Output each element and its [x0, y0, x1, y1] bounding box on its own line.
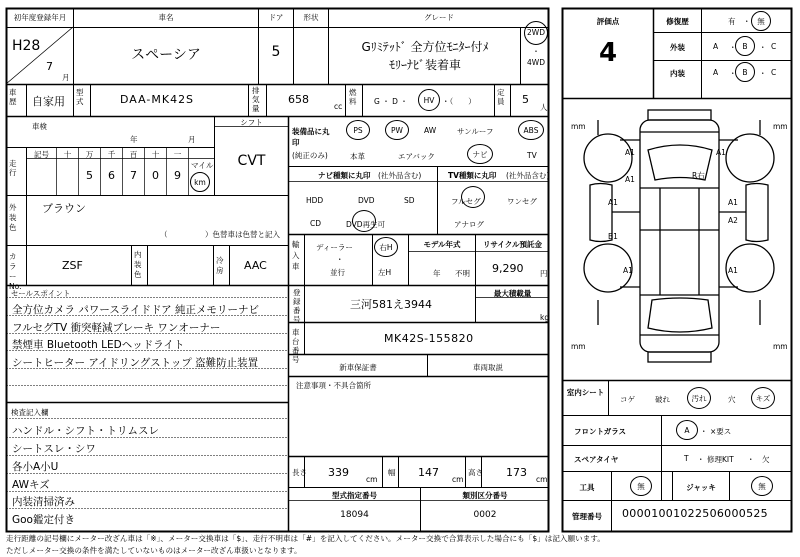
capacity-value: 5 — [522, 93, 529, 106]
interior-grade-c: C — [771, 68, 777, 77]
mileage-digit-1: 5 — [86, 169, 93, 182]
inspector-line-0: ハンドル・シフト・トリムスレ — [12, 425, 159, 437]
tv-oneseg: ワンセグ — [507, 197, 537, 206]
digit-header-1: 万 — [85, 150, 94, 159]
max-load-label: 最大積載量 — [493, 289, 532, 298]
digit-header-5: 一 — [173, 150, 182, 159]
mileage-digit-4: 0 — [152, 169, 159, 182]
type-no-label: 型式指定番号 — [332, 491, 377, 500]
navi-dvd-play: DVD再生可 — [346, 220, 386, 229]
room-yabure: 破れ — [655, 395, 670, 404]
room-yogore: 汚れ — [687, 387, 711, 409]
interior-label: 内装 — [670, 69, 685, 78]
shaken-label: 車検 — [32, 122, 47, 131]
shift-label: シフト — [240, 118, 263, 127]
equip-navi: ナビ — [467, 144, 493, 164]
fuel-label: 燃料 — [349, 88, 357, 106]
use-value: 自家用 — [32, 95, 65, 108]
diagram-mm-2: mm — [773, 122, 788, 131]
inspector-label: 検査記入欄 — [11, 408, 49, 417]
jack-label: ジャッキ — [686, 483, 716, 492]
drive-2wd: 2WD — [524, 21, 548, 45]
shaken-month-unit: 月 — [188, 135, 196, 144]
shape-label: 形状 — [303, 13, 319, 22]
model-year-unit: 年 — [433, 269, 441, 278]
length-unit: cm — [366, 475, 378, 484]
mileage-digit-2: 6 — [108, 169, 115, 182]
first-reg-label: 初年度登録年月 — [13, 13, 67, 22]
spare-tire-label: スペアタイヤ — [574, 455, 619, 464]
diagram-mark-1: A1 — [716, 148, 726, 157]
diagram-right-label: R右 — [692, 171, 705, 180]
navi-sd: SD — [404, 196, 415, 205]
mgmt-label: 管理番号 — [572, 512, 602, 521]
height-value: 173 — [506, 466, 527, 479]
navi-dvd: DVD — [358, 196, 375, 205]
equipment-label: 装備品に丸印 — [292, 127, 330, 147]
diagram-mm-1: mm — [571, 122, 586, 131]
registration-value: 三河581え3944 — [350, 298, 432, 311]
diagram-mark-0: A1 — [625, 148, 635, 157]
score-value: 4 — [598, 38, 618, 68]
room-ana: 穴 — [728, 395, 736, 404]
class-no-value: 0002 — [473, 510, 497, 520]
diagram-mark-3: A1 — [608, 198, 618, 207]
color-label: 外装色 — [9, 203, 17, 232]
exterior-label: 外装 — [670, 43, 685, 52]
recycle-value: 9,290 — [492, 262, 524, 275]
car-name-label: 車名 — [158, 13, 174, 22]
max-load-unit: kg — [540, 313, 550, 322]
color-note: （ ）色替車は色替と記入 — [160, 230, 280, 239]
mileage-digit-3: 7 — [130, 169, 137, 182]
footer-line-2: ただしメーター交換の条件を満たしていないものはメーター改ざん車扱いとなります。 — [6, 546, 302, 555]
exterior-grade-a: A — [713, 42, 719, 51]
kigo-label: 記号 — [34, 150, 49, 159]
diagram-mark-8: A1 — [728, 266, 738, 275]
glass-a: A — [676, 420, 698, 440]
interior-color-label: 内装色 — [134, 250, 142, 279]
equip-aw: AW — [424, 126, 437, 135]
equip-pw: PW — [385, 120, 409, 140]
type-no-value: 18094 — [340, 510, 369, 520]
repair-none: 無 — [751, 11, 771, 31]
height-label: 高さ — [468, 468, 483, 477]
grade-line-2: ﾓﾘｰﾅﾋﾞ装着車 — [388, 58, 461, 72]
room-koge: コゲ — [620, 395, 635, 404]
capacity-unit: 人 — [540, 103, 548, 112]
navi-dvd-play-circle — [352, 210, 376, 232]
import-dealer: ディーラー — [316, 243, 353, 252]
disp-value: 658 — [288, 93, 309, 106]
import-right-h: 右H — [374, 237, 398, 257]
room-seat-label: 室内シート — [566, 388, 605, 397]
inspector-line-2: 各小A小U — [12, 461, 59, 473]
drive-dot: ・ — [532, 47, 540, 56]
drive-4wd: 4WD — [527, 58, 545, 67]
diagram-mark-5: A2 — [728, 216, 738, 225]
inspector-line-4: 内装清掃済み — [12, 496, 75, 508]
shift-value: CVT — [237, 153, 266, 169]
use-label: 車歴 — [9, 88, 17, 106]
digit-header-3: 百 — [129, 150, 138, 159]
inspector-line-5: Goo鑑定付き — [12, 514, 75, 526]
model-year-unknown: 不明 — [455, 269, 470, 278]
tv-analog: アナログ — [454, 220, 484, 229]
chassis-value: MK42S-155820 — [384, 332, 474, 345]
sales-point-line-1: フルセグTV 衝突軽減ブレーキ ワンオーナー — [12, 322, 221, 334]
height-unit: cm — [536, 475, 548, 484]
digit-header-2: 千 — [107, 150, 116, 159]
tv-fullseg: フルセグ — [451, 197, 481, 206]
sales-point-line-3: シートヒーター アイドリングストップ 盗難防止装置 — [12, 357, 259, 369]
spare-dot-1: ・ — [697, 455, 705, 464]
disp-unit: cc — [334, 102, 343, 111]
front-glass-label: フロントガラス — [574, 427, 627, 436]
door-label: ドア — [268, 13, 284, 22]
ac-value: AAC — [244, 259, 267, 272]
width-label: 幅 — [388, 468, 396, 477]
equip-leather: 本革 — [350, 152, 365, 161]
model-value: DAA-MK42S — [120, 93, 195, 106]
digit-header-0: 十 — [63, 150, 72, 159]
interior-grade-a: A — [713, 68, 719, 77]
new-car-warranty: 新車保証書 — [339, 363, 377, 372]
interior-grade-b: B — [735, 62, 755, 82]
recycle-unit: 円 — [540, 269, 548, 278]
width-unit: cm — [452, 475, 464, 484]
length-value: 339 — [328, 466, 349, 479]
tools-value: 無 — [630, 476, 652, 496]
sales-point-line-2: 禁煙車 Bluetooth LEDヘッドライト — [12, 339, 185, 351]
capacity-label: 定員 — [497, 88, 505, 106]
exterior-dot-2: ・ — [759, 43, 767, 52]
color-no-label: カラーNo. — [9, 252, 22, 291]
diagram-mark-7: A1 — [623, 266, 633, 275]
car-name-value: スペーシア — [131, 47, 201, 63]
color-no-value: ZSF — [62, 259, 83, 272]
inspector-line-3: AWキズ — [12, 479, 50, 491]
navi-hdd: HDD — [306, 196, 324, 205]
footer-line-1: 走行距離の記号欄にメーター改ざん車は「※」、メーター交換車は「$」、走行不明車は「#」を記入してください。メーター交換で合算表示した場合にも「$」は記入願います。 — [6, 534, 605, 543]
repair-dot: ・ — [743, 17, 751, 26]
mgmt-value: 00001001022506000525 — [622, 507, 768, 520]
spare-kit: 修理KIT — [707, 455, 734, 464]
equip-abs: ABS — [518, 120, 544, 140]
shaken-year-unit: 年 — [130, 135, 138, 144]
exterior-grade-b: B — [735, 36, 755, 56]
tv-sub: (社外品含む) — [506, 171, 550, 180]
sales-point-line-0: 全方位カメラ パワースライドドア 純正メモリーナビ — [12, 304, 260, 316]
equip-airbag: エアバック — [398, 152, 435, 161]
navi-sub: (社外品含む) — [378, 171, 422, 180]
first-reg-era: H28 — [12, 38, 41, 54]
exterior-grade-c: C — [771, 42, 777, 51]
glass-dot: ・ — [700, 427, 708, 436]
glass-replace: ×要ス — [710, 427, 732, 436]
fuel-paren: ・（ ） — [442, 97, 476, 106]
width-value: 147 — [418, 466, 439, 479]
spare-t: T — [684, 454, 689, 463]
import-parallel: 並行 — [330, 268, 345, 277]
room-kizu: キズ — [751, 387, 775, 409]
grade-label: グレード — [424, 13, 454, 22]
jack-value: 無 — [751, 476, 773, 496]
month-unit: 月 — [62, 73, 70, 82]
diagram-mm-3: mm — [571, 342, 586, 351]
import-label: 輸入車 — [292, 240, 300, 271]
door-value: 5 — [271, 44, 281, 60]
grade-line-1: Gﾘﾐﾃｯﾄﾞ 全方位ﾓﾆﾀｰ付ﾒ — [361, 40, 489, 54]
color-value: ブラウン — [42, 202, 86, 215]
notes-label: 注意事項・不具合箇所 — [296, 381, 371, 390]
mileage-label: 走行 — [9, 159, 17, 177]
km-circle: km — [190, 172, 210, 192]
equip-ps: PS — [346, 120, 370, 140]
equipment-sublabel: (純正のみ) — [292, 151, 328, 160]
equip-sunroof: サンルーフ — [457, 127, 494, 136]
diagram-mark-2: A1 — [625, 175, 635, 184]
tv-header: TV種類に丸印 — [448, 171, 497, 180]
chassis-label: 車台番号 — [292, 328, 300, 364]
drive-2wd-circle — [524, 20, 548, 44]
exterior-dot-1: ・ — [729, 43, 737, 52]
disp-label: 排気量 — [252, 86, 260, 113]
interior-dot-1: ・ — [729, 69, 737, 78]
diagram-mark-4: A1 — [728, 198, 738, 207]
mile-label: マイル — [191, 161, 214, 170]
equip-tv: TV — [527, 151, 537, 160]
sales-point-label: セールスポイント — [11, 289, 71, 298]
first-reg-month: 7 — [46, 60, 53, 73]
fuel-hv: HV — [418, 89, 440, 111]
registration-label: 登録番号 — [293, 288, 301, 324]
score-label: 評価点 — [596, 17, 620, 26]
digit-header-4: 十 — [151, 150, 160, 159]
navi-header: ナビ種類に丸印 — [318, 171, 371, 180]
recycle-label: リサイクル預託金 — [483, 240, 542, 249]
inspector-line-1: シートスレ・シワ — [12, 443, 96, 455]
model-label: 型式 — [76, 88, 84, 106]
diagram-mm-4: mm — [773, 342, 788, 351]
fuel-gd: G ・ D ・ — [374, 97, 408, 106]
length-label: 長さ — [292, 468, 307, 477]
class-no-label: 類別区分番号 — [462, 491, 508, 500]
repair-label: 修復歴 — [666, 17, 689, 26]
import-dot: ・ — [336, 255, 344, 264]
interior-dot-2: ・ — [759, 69, 767, 78]
repair-yes: 有 — [728, 17, 736, 26]
ac-label: 冷房 — [216, 256, 224, 275]
model-year-label: モデル年式 — [423, 240, 461, 249]
mileage-digit-5: 9 — [174, 169, 181, 182]
tools-label: 工具 — [579, 483, 595, 492]
owner-manual: 車両取説 — [473, 363, 503, 372]
navi-cd: CD — [310, 219, 322, 228]
spare-dot-2: ・ — [747, 455, 755, 464]
tv-fullseg-circle — [461, 186, 485, 208]
spare-missing: 欠 — [762, 455, 770, 464]
diagram-mark-6: B1 — [608, 232, 618, 241]
import-left-h: 左H — [378, 268, 392, 277]
